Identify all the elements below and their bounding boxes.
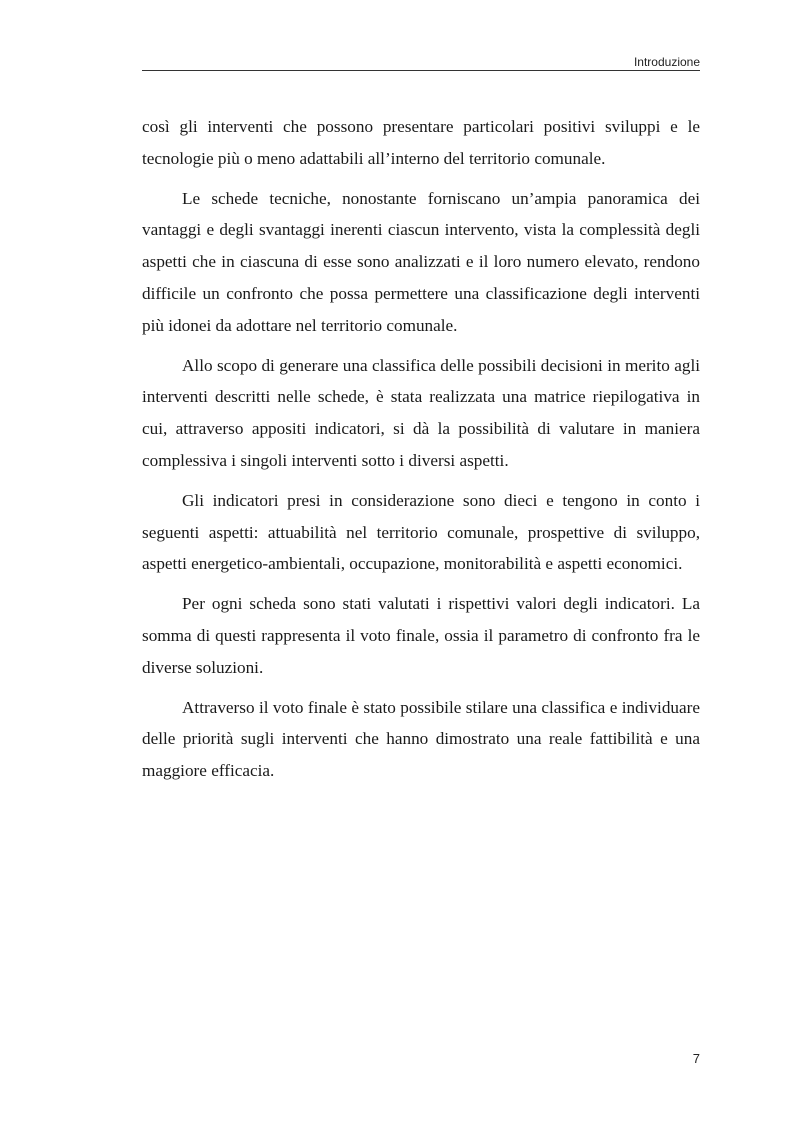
running-header: Introduzione xyxy=(633,55,700,69)
body-text xyxy=(142,111,700,795)
paragraph-indicatori: Gli indicatori presi in considerazione sono dieci e tengono in conto i seguenti aspetti: attuabilità nel territorio comunale, prospettive di sviluppo, aspetti energetico-ambientali, occupazione, monitorabilità e aspetti economici. xyxy=(142,490,700,574)
paragraph-classifica: Attraverso il voto finale è stato possibile stilare una classifica e individuare delle priorità sugli interventi che hanno dimostrato una reale fattibilità e una maggiore efficacia. xyxy=(142,697,700,781)
paragraph-schede-tecniche: Le schede tecniche, nonostante forniscano un’ampia panoramica dei vantaggi e degli svantaggi inerenti ciascun intervento, vista la complessità degli aspetti che in ciascuna di esse sono analizzati e il loro numero elevato, rendono difficile un confronto che possa permettere una classificazione degli interventi più idonei da adottare nel territorio comunale. xyxy=(142,188,700,335)
paragraph-voto-finale: Per ogni scheda sono stati valutati i rispettivi valori degli indicatori. La somma di questi rappresenta il voto finale, ossia il parametro di confronto fra le diverse soluzioni. xyxy=(142,594,700,677)
header-rule xyxy=(142,70,700,71)
paragraph-matrice-riepilogativa: Allo scopo di generare una classifica delle possibili decisioni in merito agli interventi descritti nelle schede, è stata realizzata una matrice riepilogativa in cui, attraverso appositi indicatori, si dà la possibilità di valutare in maniera complessiva i singoli interventi sotto i diversi aspetti. xyxy=(142,355,700,470)
page-number: 7 xyxy=(692,1051,700,1066)
paragraph-continuation: così gli interventi che possono presentare particolari positivi sviluppi e le tecnologie più o meno adattabili all’interno del territorio comunale. xyxy=(142,117,700,168)
